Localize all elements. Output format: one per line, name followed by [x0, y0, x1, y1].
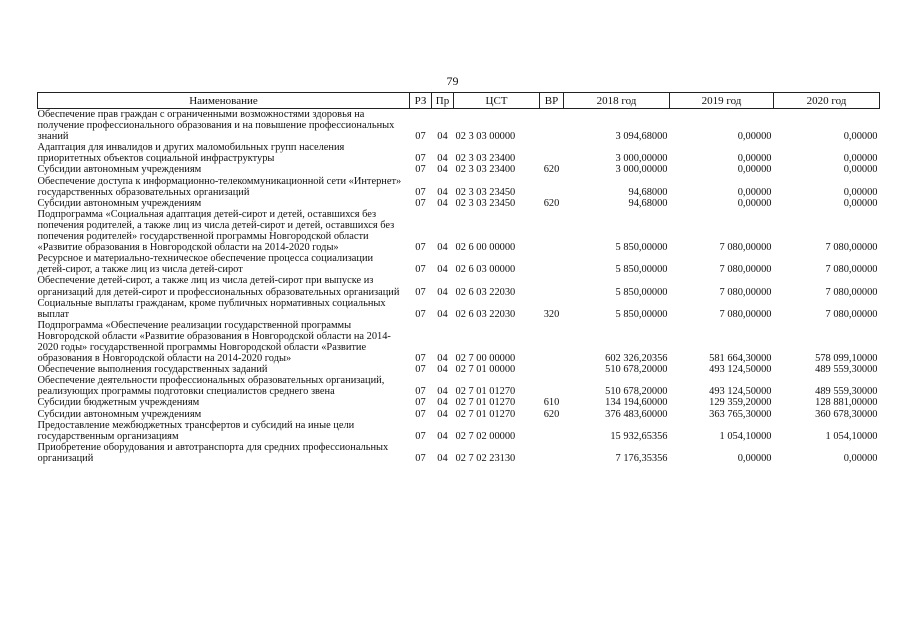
- cell-pr: 04: [437, 153, 448, 165]
- table-row: [38, 198, 880, 209]
- table-row: [38, 176, 880, 198]
- cell-cst: 02 3 03 23400: [455, 153, 516, 165]
- cell-rz: 07: [415, 308, 426, 320]
- cell-y2018: 3 094,68000: [615, 131, 668, 143]
- cell-rz: 07: [415, 131, 426, 143]
- cell-y2018: 7 176,35356: [615, 452, 668, 464]
- cell-pr: 04: [437, 186, 448, 198]
- cell-cst: 02 3 03 23450: [455, 186, 516, 198]
- cell-vr: [540, 320, 564, 364]
- cell-pr: 04: [437, 386, 448, 398]
- cell-vr: [540, 420, 564, 442]
- table-header-row: [38, 93, 880, 109]
- cell-name: Обеспечение выполнения государственных заданий: [37, 364, 268, 376]
- cell-y2018: 510 678,20000: [605, 364, 668, 376]
- cell-rz: 07: [415, 353, 426, 365]
- cell-y2018: 510 678,20000: [605, 386, 668, 398]
- cell-y2020: 0,00000: [843, 131, 878, 143]
- cell-pr: 04: [437, 197, 448, 209]
- cell-y2020: 0,00000: [843, 153, 878, 165]
- cell-y2018: 5 850,00000: [615, 264, 668, 276]
- cell-y2019: 1 054,10000: [719, 430, 772, 442]
- cell-y2020: 1 054,10000: [825, 430, 878, 442]
- cell-pr: 04: [437, 264, 448, 276]
- budget-table: [37, 92, 880, 464]
- cell-y2020: 7 080,00000: [825, 286, 878, 298]
- cell-rz: 07: [415, 153, 426, 165]
- header-rz: РЗ: [410, 93, 432, 109]
- cell-pr: 04: [437, 308, 448, 320]
- cell-name: Подпрограмма «Социальная адаптация детей-сирот и детей, оставшихся без попечения родителей, а также лиц из числа детей-сирот и детей, оставшихся без попечения родителей» государственной программы Новгородской области «Развитие образования в Новгородской области на 2014-2020 годы»: [37, 208, 395, 254]
- table-row: [38, 253, 880, 275]
- cell-cst: 02 3 03 23450: [455, 197, 516, 209]
- cell-rz: 07: [415, 186, 426, 198]
- cell-vr: [540, 109, 564, 143]
- cell-y2020: 128 881,00000: [815, 397, 878, 409]
- cell-pr: 04: [437, 286, 448, 298]
- cell-y2020: 0,00000: [843, 452, 878, 464]
- cell-vr: [540, 253, 564, 275]
- cell-y2018: 5 850,00000: [615, 308, 668, 320]
- cell-cst: 02 7 02 00000: [455, 430, 516, 442]
- cell-rz: 07: [415, 430, 426, 442]
- cell-cst: 02 3 03 23400: [455, 164, 516, 176]
- cell-y2019: 0,00000: [737, 186, 772, 198]
- cell-vr: [540, 176, 564, 198]
- cell-pr: 04: [437, 397, 448, 409]
- table-row: [38, 142, 880, 164]
- cell-name: Субсидии автономным учреждениям: [37, 164, 202, 176]
- cell-pr: 04: [437, 452, 448, 464]
- cell-y2019: 0,00000: [737, 197, 772, 209]
- table-row: [38, 320, 880, 364]
- cell-rz: 07: [415, 197, 426, 209]
- cell-rz: 07: [415, 286, 426, 298]
- header-2018: 2018 год: [564, 93, 670, 109]
- cell-pr: 04: [437, 131, 448, 143]
- cell-y2018: 15 932,65356: [610, 430, 668, 442]
- table-row: [38, 420, 880, 442]
- header-name: Наименование: [38, 93, 410, 109]
- cell-y2018: 94,68000: [628, 186, 668, 198]
- cell-y2020: 7 080,00000: [825, 242, 878, 254]
- cell-y2020: 7 080,00000: [825, 264, 878, 276]
- cell-rz: 07: [415, 242, 426, 254]
- cell-y2019: 0,00000: [737, 452, 772, 464]
- cell-vr: 610: [543, 397, 560, 409]
- header-cst: ЦСТ: [454, 93, 540, 109]
- cell-y2019: 493 124,50000: [709, 386, 772, 398]
- header-vr: ВР: [540, 93, 564, 109]
- cell-y2019: 7 080,00000: [719, 264, 772, 276]
- cell-rz: 07: [415, 408, 426, 420]
- cell-name: Субсидии автономным учреждениям: [37, 408, 202, 420]
- table-row: [38, 409, 880, 420]
- cell-y2019: 7 080,00000: [719, 286, 772, 298]
- cell-name: Социальные выплаты гражданам, кроме публичных нормативных социальных выплат: [37, 297, 386, 320]
- cell-name: Приобретение оборудования и автотранспорта для средних профессиональных организаций: [37, 441, 389, 464]
- cell-cst: 02 3 03 00000: [455, 131, 516, 143]
- cell-y2019: 581 664,30000: [709, 353, 772, 365]
- cell-y2020: 7 080,00000: [825, 308, 878, 320]
- cell-name: Предоставление межбюджетных трансфертов и субсидий на иные цели государственным организациям: [37, 419, 355, 442]
- cell-rz: 07: [415, 264, 426, 276]
- cell-rz: 07: [415, 164, 426, 176]
- cell-vr: 620: [543, 197, 560, 209]
- cell-y2018: 5 850,00000: [615, 286, 668, 298]
- cell-pr: 04: [437, 430, 448, 442]
- table-row: [38, 442, 880, 464]
- cell-y2018: 134 194,60000: [605, 397, 668, 409]
- cell-y2020: 489 559,30000: [815, 364, 878, 376]
- cell-y2020: 360 678,30000: [815, 408, 878, 420]
- table-row: [38, 209, 880, 253]
- cell-vr: [540, 375, 564, 397]
- table-row: [38, 164, 880, 175]
- table-row: [38, 375, 880, 397]
- cell-y2020: 489 559,30000: [815, 386, 878, 398]
- cell-y2020: 0,00000: [843, 197, 878, 209]
- cell-name: Ресурсное и материально-техническое обеспечение процесса социализации детей-сирот, а также лиц из числа детей-сирот: [37, 253, 374, 276]
- cell-y2018: 3 000,00000: [615, 153, 668, 165]
- cell-vr: [540, 275, 564, 297]
- cell-y2018: 5 850,00000: [615, 242, 668, 254]
- table-row: [38, 275, 880, 297]
- cell-y2020: 578 099,10000: [815, 353, 878, 365]
- cell-rz: 07: [415, 452, 426, 464]
- cell-name: Обеспечение доступа к информационно-телекоммуникационной сети «Интернет» государственных образовательных организаций: [37, 175, 402, 198]
- cell-cst: 02 7 02 23130: [455, 452, 516, 464]
- cell-rz: 07: [415, 364, 426, 376]
- cell-y2019: 7 080,00000: [719, 242, 772, 254]
- cell-cst: 02 6 03 00000: [455, 264, 516, 276]
- table-row: [38, 397, 880, 408]
- cell-vr: 620: [543, 408, 560, 420]
- cell-name: Субсидии автономным учреждениям: [37, 197, 202, 209]
- cell-y2019: 0,00000: [737, 164, 772, 176]
- cell-rz: 07: [415, 386, 426, 398]
- cell-y2019: 0,00000: [737, 153, 772, 165]
- cell-cst: 02 6 03 22030: [455, 286, 516, 298]
- cell-name: Обеспечение прав граждан с ограниченными возможностями здоровья на получение профессионального образования и на повышение профессиональных знаний: [37, 109, 395, 143]
- cell-y2019: 493 124,50000: [709, 364, 772, 376]
- cell-pr: 04: [437, 164, 448, 176]
- cell-y2018: 3 000,00000: [615, 164, 668, 176]
- cell-y2019: 0,00000: [737, 131, 772, 143]
- cell-name: Подпрограмма «Обеспечение реализации государственной программы Новгородской области «Развитие образования в Новгородской области на 2014-2020 годы» государственной программы Новгородской области «Развитие образования в Новгородской области на 2014-2020 годы»: [37, 319, 391, 365]
- table-body: [38, 109, 880, 465]
- cell-name: Адаптация для инвалидов и других маломобильных групп населения приоритетных объектов социальной инфраструктуры: [37, 142, 345, 165]
- cell-cst: 02 7 01 01270: [455, 397, 516, 409]
- cell-y2020: 0,00000: [843, 164, 878, 176]
- cell-vr: [540, 442, 564, 464]
- cell-y2020: 0,00000: [843, 186, 878, 198]
- cell-y2018: 602 326,20356: [605, 353, 668, 365]
- cell-y2019: 129 359,20000: [709, 397, 772, 409]
- cell-vr: 620: [543, 164, 560, 176]
- cell-cst: 02 7 01 01270: [455, 408, 516, 420]
- cell-rz: 07: [415, 397, 426, 409]
- table-row: [38, 364, 880, 375]
- cell-cst: 02 6 00 00000: [455, 242, 516, 254]
- cell-vr: [540, 142, 564, 164]
- header-pr: Пр: [432, 93, 454, 109]
- page-number: 79: [446, 74, 459, 88]
- cell-cst: 02 7 00 00000: [455, 353, 516, 365]
- cell-cst: 02 6 03 22030: [455, 308, 516, 320]
- cell-pr: 04: [437, 364, 448, 376]
- cell-y2019: 7 080,00000: [719, 308, 772, 320]
- cell-pr: 04: [437, 242, 448, 254]
- cell-y2018: 94,68000: [628, 197, 668, 209]
- cell-name: Обеспечение детей-сирот, а также лиц из числа детей-сирот при выпуске из организаций для детей-сирот и профессиональных образовательных организаций: [37, 275, 400, 298]
- cell-cst: 02 7 01 00000: [455, 364, 516, 376]
- cell-y2018: 376 483,60000: [605, 408, 668, 420]
- cell-name: Субсидии бюджетным учреждениям: [37, 397, 200, 409]
- cell-pr: 04: [437, 408, 448, 420]
- cell-vr: [540, 364, 564, 375]
- cell-vr: 320: [543, 308, 560, 320]
- cell-vr: [540, 209, 564, 253]
- header-2020: 2020 год: [774, 93, 880, 109]
- table-row: [38, 298, 880, 320]
- cell-pr: 04: [437, 353, 448, 365]
- cell-name: Обеспечение деятельности профессиональных образовательных организаций, реализующих программы подготовки специалистов среднего звена: [37, 375, 385, 398]
- cell-cst: 02 7 01 01270: [455, 386, 516, 398]
- table-row: [38, 109, 880, 143]
- header-2019: 2019 год: [670, 93, 774, 109]
- cell-y2019: 363 765,30000: [709, 408, 772, 420]
